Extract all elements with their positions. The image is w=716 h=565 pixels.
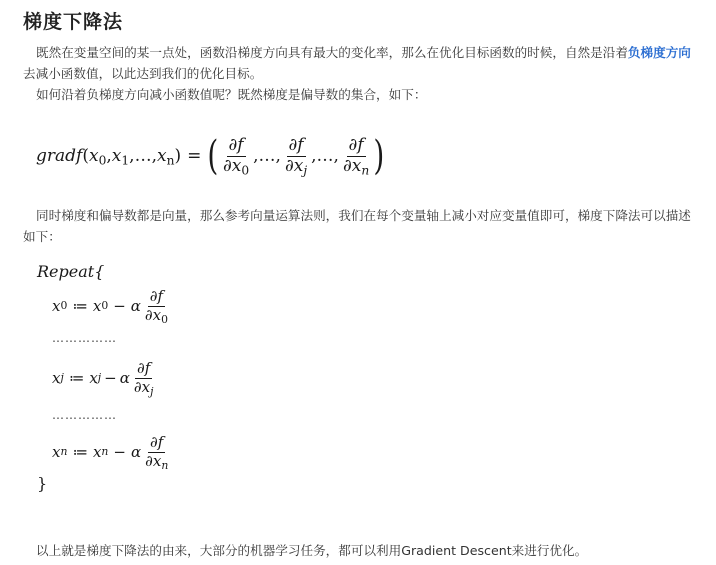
negative-gradient-highlight: 负梯度方向 — [627, 45, 691, 60]
intro-line-1 — [36, 43, 691, 63]
repeat-keyword: Repeat{ — [37, 262, 105, 281]
ellipsis-row-1: …………… — [52, 331, 117, 345]
gradient-formula — [36, 128, 385, 184]
partial-fraction-mid: $\frac{\partial f}{\partial x_j}$ — [284, 134, 308, 178]
right-paren: ) — [373, 133, 385, 179]
conclusion-line: 以上就是梯度下降法的由来，大部分的机器学习任务，都可以利用Gradient Descent来进行优化。 — [36, 543, 588, 558]
intro-line-2: 去减小函数值，以此达到我们的优化目标。 — [23, 66, 263, 81]
section-title: 梯度下降法 — [23, 11, 124, 33]
middle-line-1: 同时梯度和偏导数都是向量，那么参考向量运算法则，我们在每个变量轴上减小对应变量值即可，梯度下降法可以描述 — [36, 208, 691, 223]
comma-ellipsis-1: ,…, — [253, 146, 281, 166]
update-xj: x j ≔ x j − α $\frac{\partial f}{\partial x_j}$ — [52, 358, 154, 398]
equals-sign: = — [187, 146, 202, 166]
grad-function-name: gradf — [36, 146, 83, 166]
update-x0: x 0 ≔ x 0 − α $\frac{\partial f}{\partial x_0}$ — [52, 286, 169, 326]
intro-line-3: 如何沿着负梯度方向减小函数值呢？既然梯度是偏导数的集合，如下： — [36, 87, 427, 102]
partial-fraction-first: $\frac{\partial f}{\partial x_0}$ — [222, 134, 250, 178]
left-paren: ( — [207, 133, 219, 179]
intro-line-1-text: 既然在变量空间的某一点处，函数沿梯度方向具有最大的变化率，那么在优化目标函数的时候，自然是沿着 — [36, 45, 628, 60]
closing-brace: } — [37, 474, 48, 493]
update-xn: x n ≔ x n − α $\frac{\partial f}{\partial x_n}$ — [52, 432, 169, 472]
comma-ellipsis-2: ,…, — [311, 146, 339, 166]
ellipsis-row-2: …………… — [52, 408, 117, 422]
partial-fraction-last: $\frac{\partial f}{\partial x_n}$ — [342, 134, 370, 178]
middle-line-2: 如下： — [23, 229, 61, 244]
grad-function-args: $(x_0,x_1,\dots,x_n)$ — [82, 146, 182, 168]
